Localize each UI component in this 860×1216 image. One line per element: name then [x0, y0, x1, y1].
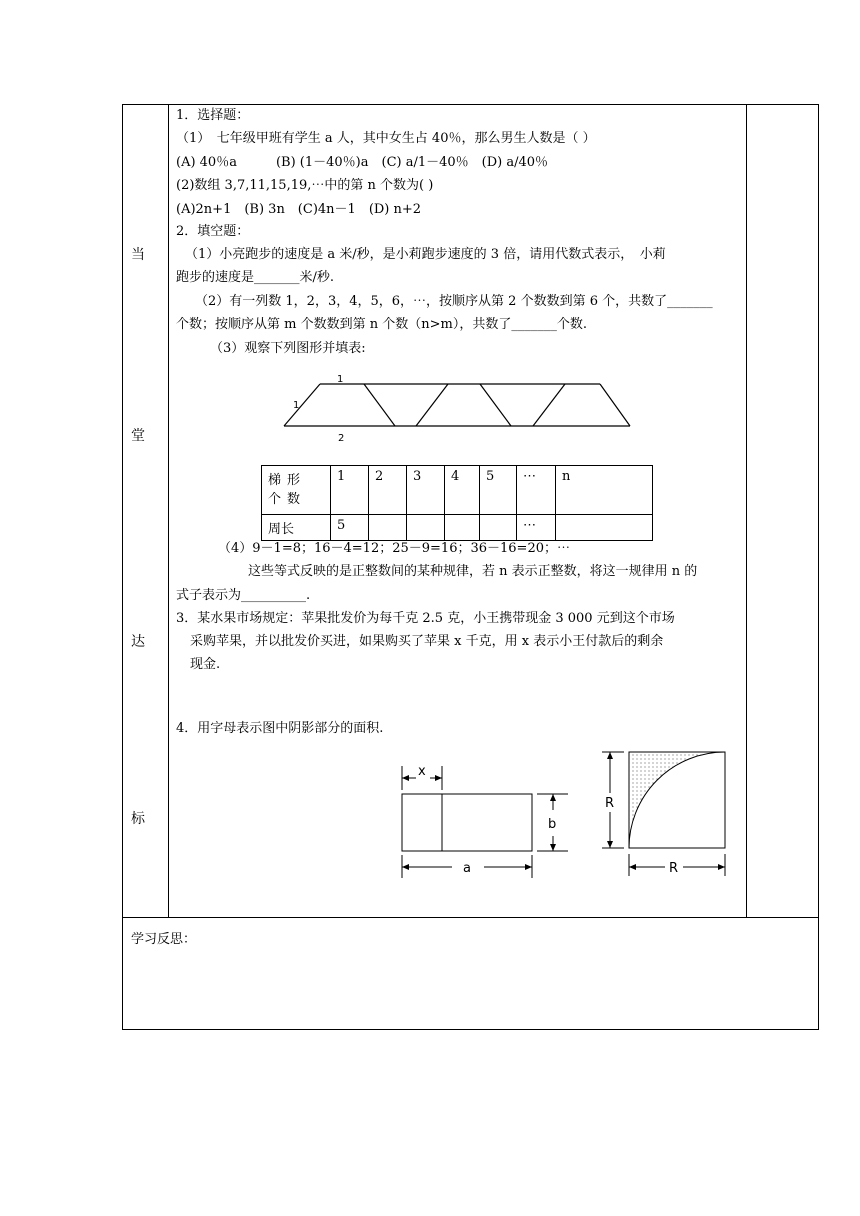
reflection-label: 学习反思：: [131, 932, 197, 947]
table-cell: 2: [369, 466, 407, 515]
table-cell: [369, 515, 407, 541]
table-cell: [445, 515, 480, 541]
table-cell: 4: [445, 466, 480, 515]
q2-1-text-cont: 跑步的速度是_______米/秒.: [176, 270, 335, 285]
q1-2-options: (A)2n+1 (B) 3n (C)4n－1 (D) n+2: [176, 202, 422, 217]
r-horizontal-label: R: [669, 861, 679, 876]
trapezoid-figure: [280, 372, 636, 444]
table-cell: [407, 515, 445, 541]
q2-4-answer: 式子表示为__________.: [176, 588, 311, 603]
table-cell: 梯形个数: [262, 466, 331, 515]
q3-text: 3．某水果市场规定：苹果批发价为每千克 2.5 克，小王携带现金 3 000 元到这个市场: [176, 611, 675, 626]
quarter-circle-figure: [596, 746, 732, 878]
q1-1-text: （1） 七年级甲班有学生 a 人，其中女生占 40％，那么男生人数是（ ）: [176, 131, 596, 146]
q1-heading: 1．选择题：: [176, 108, 250, 123]
q2-4-text-cont: 这些等式反映的是正整数间的某种规律，若 n 表示正整数，将这一规律用 n 的: [248, 564, 698, 579]
q1-2-text: (2)数组 3,7,11,15,19,⋯中的第 n 个数为( ): [176, 178, 434, 193]
right-column-divider: [746, 104, 747, 917]
side-label-char: 达: [131, 634, 145, 650]
table-cell: ⋯: [517, 466, 556, 515]
table-cell: 5: [480, 466, 517, 515]
r-vertical-label: R: [605, 796, 615, 811]
side-label-char: 当: [131, 247, 145, 263]
trapezoid-bottom-label: 2: [338, 433, 345, 444]
side-label-char: 堂: [131, 428, 145, 444]
x-label: x: [418, 764, 426, 779]
table-cell: 5: [331, 515, 369, 541]
perimeter-table: [261, 465, 653, 541]
table-cell: 3: [407, 466, 445, 515]
q2-heading: 2．填空题：: [176, 224, 250, 239]
table-cell: 1: [331, 466, 369, 515]
q3-text-cont: 采购苹果，并以批发价买进，如果购买了苹果 x 千克，用 x 表示小王付款后的剩余: [190, 634, 664, 649]
q2-2-text-cont: 个数；按顺序从第 m 个数数到第 n 个数（n>m），共数了_______个数.: [176, 317, 587, 332]
table-cell: n: [556, 466, 653, 515]
table-cell: ⋯: [517, 515, 556, 541]
rectangle-figure: [396, 760, 576, 884]
a-label: a: [463, 861, 471, 876]
q2-4-text: （4）9－1=8；16－4=12；25－9=16；36－16=20；⋯: [218, 541, 570, 556]
q2-3-text: （3）观察下列图形并填表:: [210, 341, 366, 356]
table-cell: 周长: [262, 515, 331, 541]
table-row: [262, 515, 653, 541]
trapezoid-top-label: 1: [337, 374, 344, 385]
b-label: b: [548, 817, 557, 832]
q3-text-end: 现金.: [190, 657, 221, 672]
reflection-divider: [122, 917, 819, 918]
q2-1-text: （1）小亮跑步的速度是 a 米/秒，是小莉跑步速度的 3 倍，请用代数式表示， 小莉: [185, 247, 666, 262]
side-label-char: 标: [131, 811, 145, 827]
q4-text: 4．用字母表示图中阴影部分的面积.: [176, 721, 384, 736]
left-column-divider: [168, 104, 169, 917]
table-cell: [480, 515, 517, 541]
q1-1-options: (A) 40％a (B) (1－40％)a (C) a/1－40％ (D) a/40％: [176, 155, 549, 170]
table-row: [262, 466, 653, 515]
table-cell: [556, 515, 653, 541]
trapezoid-left-label: 1: [293, 400, 300, 411]
q2-2-text: （2）有一列数 1，2，3，4，5，6，⋯，按顺序从第 2 个数数到第 6 个，共数了_______: [195, 294, 713, 309]
